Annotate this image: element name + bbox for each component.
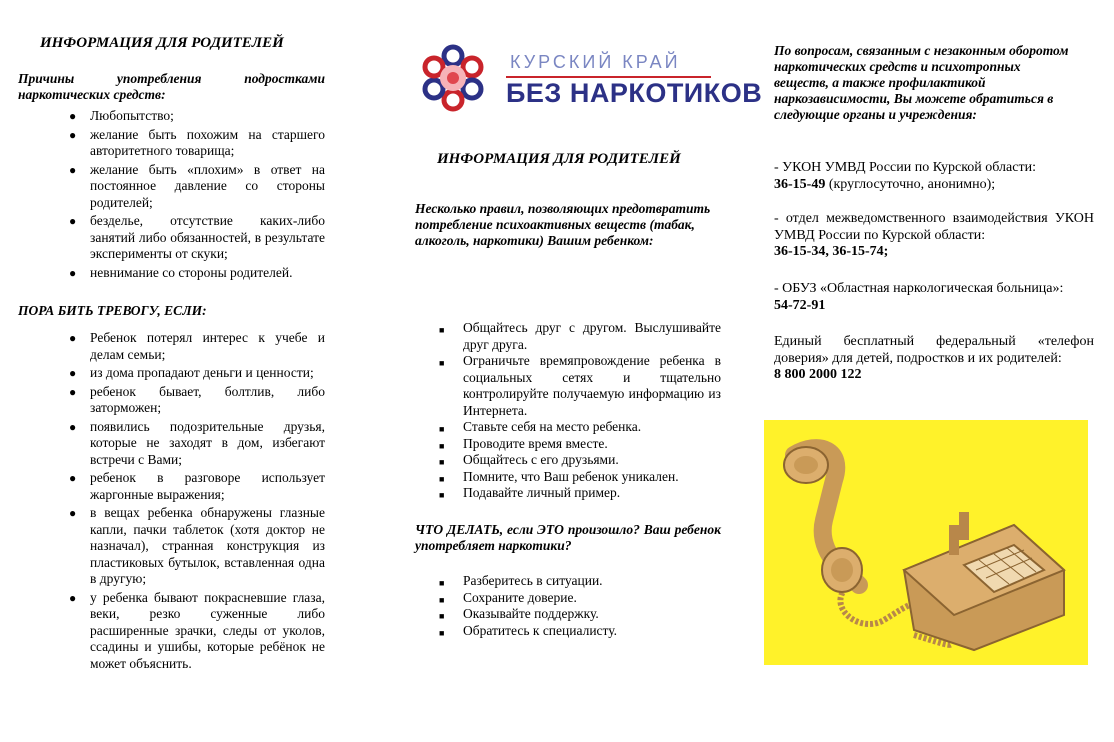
alarm-item [18,590,325,673]
rule-item-text: Ограничьте времяпровождение ребенка в социальных сетях и тщательно контролируйте получаемую информацию из Интернета. [463,353,721,418]
reason-item [18,213,325,263]
contact-department [774,211,1094,261]
alarm-item [18,470,325,503]
contact-ukon-name: - УКОН УМВД России по Курской области: [774,160,1036,175]
reason-item-text: Любопытство; [90,108,174,123]
rule-item-text: Общайтесь друг с другом. Выслушивайте друг друга. [463,320,721,352]
alarm-item-text: из дома пропадают деньги и ценности; [90,365,314,380]
action-item-text: Разберитесь в ситуации. [463,573,603,588]
reason-item [18,162,325,212]
rules-heading: Несколько правил, позволяющих предотвратить потребление психоактивных веществ (табак, алкоголь, наркотики) Вашим ребенком: [415,201,711,248]
rule-item [415,436,721,453]
contact-ukon-phone: 36-15-49 [774,176,826,192]
bullet-icon: ● [69,366,77,380]
alarm-item [18,419,325,469]
action-item [415,606,721,623]
action-item [415,623,721,640]
contact-hospital-phone: 54-72-91 [774,297,826,313]
alarm-item-text: появились подозрительные друзья, которые не заходят в дом, избегают встречи с Вами; [90,418,325,467]
contact-department-phone: 36-15-34, 36-15-74; [774,244,889,259]
rule-item [415,353,721,419]
alarm-item-text: ребенок бывает, болтлив, либо заторможен; [90,383,325,415]
alarm-list [18,330,325,674]
action-item-text: Оказывайте поддержку. [463,606,599,621]
alarm-item-text: Ребенок потерял интерес к учебе и делам семьи; [90,330,325,362]
reason-item-text: невнимание со стороны родителей. [90,264,293,280]
rule-item [415,485,721,502]
contact-ukon-note: (круглосуточно, анонимно); [825,176,996,192]
bullet-icon: ● [69,265,77,280]
contact-ukon [774,160,1094,193]
contact-hospital [774,281,1094,314]
reasons-heading: Причины употребления подростками наркотических средств: [18,71,325,102]
alarm-item-text: у ребенка бывают покрасневшие глаза, веки, резко суженные либо расширенные зрачки, следы от уколов, ссадины и ушибы, которые ребёнок не может объяснить. [90,589,325,671]
reason-item [18,265,325,282]
bullet-icon: ● [69,331,77,345]
action-item [415,573,721,590]
bullet-icon: ■ [439,578,445,588]
what-to-do-list [415,573,721,639]
contact-hospital-name: - ОБУЗ «Областная наркологическая больница»: [774,281,1064,296]
reasons-list [18,108,325,283]
rule-item [415,419,721,436]
reason-item-text: безделье, отсутствие каких-либо занятий либо обязанностей, в результате эксперименты от скуки; [90,213,325,261]
alarm-item [18,384,325,417]
bullet-icon: ■ [439,457,445,467]
alarm-item [18,505,325,588]
contact-department-name: - отдел межведомственного взаимодействия УКОН УМВД России по Курской области: [774,211,1094,243]
bullet-icon: ■ [439,424,445,434]
alarm-heading: ПОРА БИТЬ ТРЕВОГУ, ЕСЛИ: [18,303,207,318]
bullet-icon: ■ [439,440,445,451]
bullet-icon: ● [69,506,77,520]
bullet-icon: ● [69,419,77,434]
reason-item-text: желание быть похожим на старшего авторитетного товарища; [90,126,325,158]
action-item [415,590,721,607]
rule-item-text: Проводите время вместе. [463,435,608,451]
rule-item-text: Подавайте личный пример. [463,485,621,500]
contact-hotline [774,334,1094,384]
reason-item [18,108,325,125]
bullet-icon: ● [69,590,77,605]
action-item-text: Сохраните доверие. [463,589,577,605]
bullet-icon: ● [69,162,77,177]
logo-subtitle: КУРСКИЙ КРАЙ [510,52,681,72]
bullet-icon: ● [69,214,77,228]
contact-hotline-phone: 8 800 2000 122 [774,367,862,382]
bullet-icon: ■ [439,490,445,500]
bullet-icon: ■ [439,627,445,638]
rule-item [415,452,721,469]
rule-item-text: Помните, что Ваш ребенок уникален. [463,468,679,484]
contacts-intro: По вопросам, связанным с незаконным оборотом наркотических средств и психотропных веществ, а также профилактикой наркозависимости, Вы можете обратиться в следующие органы и учреждения: [774,43,1069,122]
rule-item [415,469,721,486]
bullet-icon: ■ [439,594,445,605]
what-to-do-heading: ЧТО ДЕЛАТЬ, если ЭТО произошло? Ваш ребенок употребляет наркотики? [415,522,721,553]
bullet-icon: ■ [439,358,445,368]
reason-item-text: желание быть «плохим» в ответ на постоянное давление со стороны родителей; [90,161,325,210]
action-item-text: Обратитесь к специалисту. [463,622,618,638]
rule-item-text: Общайтесь с его друзьями. [463,452,619,467]
alarm-item-text: ребенок в разговоре использует жаргонные выражения; [90,470,325,502]
rule-item-text: Ставьте себя на место ребенка. [463,419,642,434]
alarm-item [18,330,325,363]
bullet-icon: ● [69,127,77,142]
bullet-icon: ■ [439,611,445,621]
middle-title: ИНФОРМАЦИЯ ДЛЯ РОДИТЕЛЕЙ [437,151,681,167]
logo-title: БЕЗ НАРКОТИКОВ [506,78,763,108]
alarm-item [18,365,325,382]
contact-hotline-text: Единый бесплатный федеральный «телефон доверия» для детей, подростков и их родителей: [774,334,1094,366]
bullet-icon: ■ [439,473,445,484]
bullet-icon: ● [69,471,77,485]
bullet-icon: ● [69,384,77,399]
telephone-illustration [764,420,1088,665]
left-title: ИНФОРМАЦИЯ ДЛЯ РОДИТЕЛЕЙ [40,35,284,51]
reason-item [18,127,325,160]
alarm-item-text: в вещах ребенка обнаружены глазные капли, пачки таблеток (хотя доктор не назначал), странная конструкция из пластиковых бутылок, вставленная одна в другую; [90,505,325,586]
rules-list [415,320,721,502]
bullet-icon: ● [69,109,77,123]
rule-item [415,320,721,353]
bullet-icon: ■ [439,325,445,335]
